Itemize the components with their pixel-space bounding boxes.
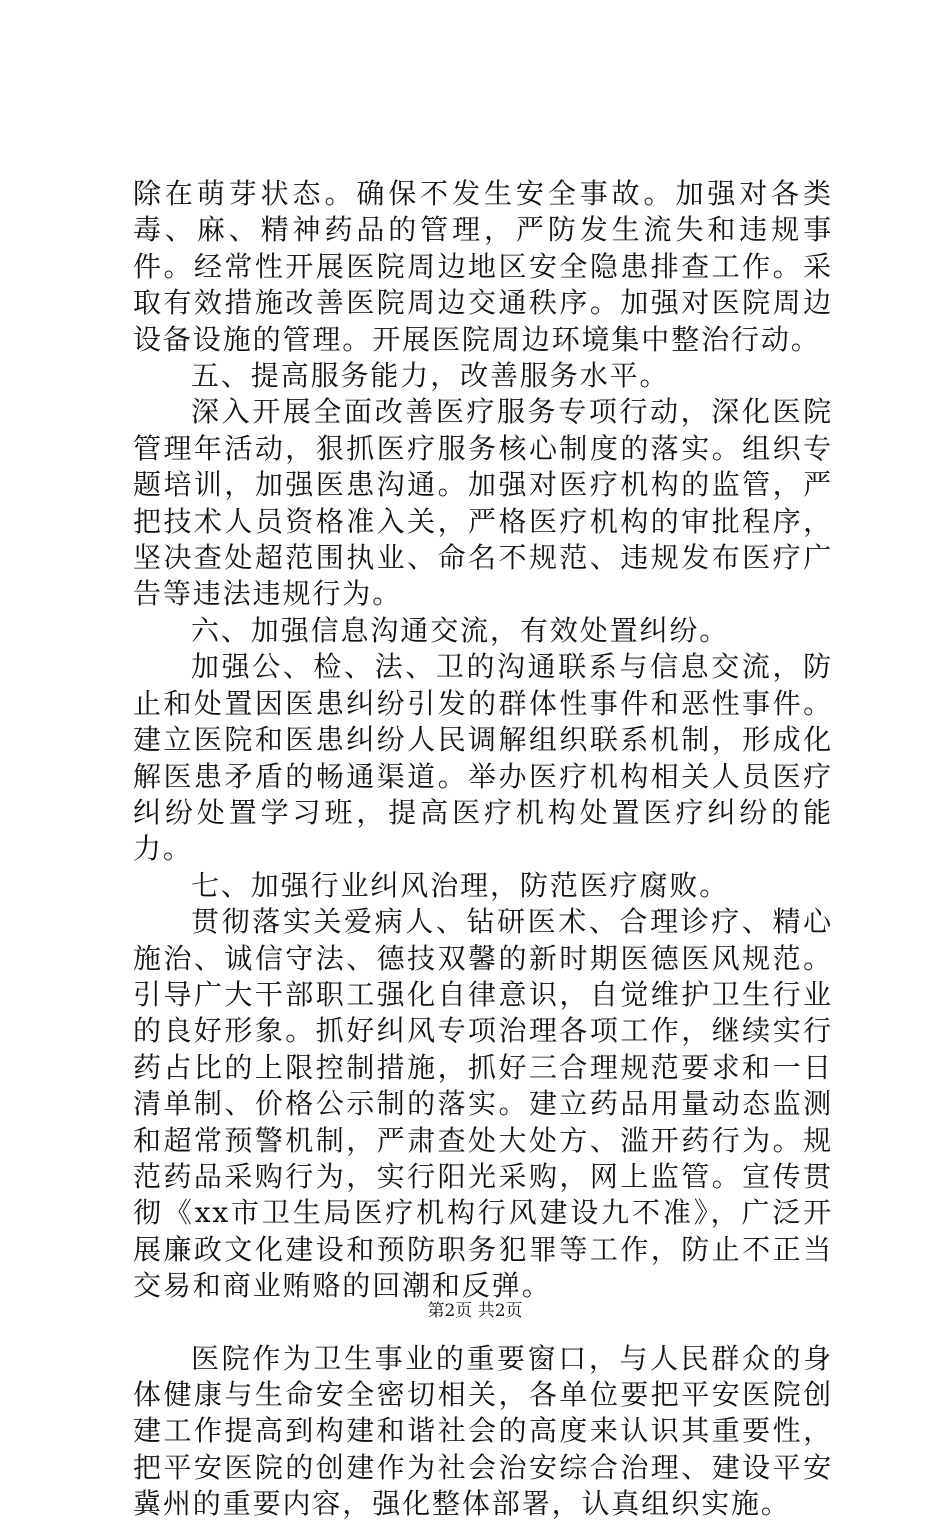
paragraph-conclusion: 医院作为卫生事业的重要窗口，与人民群众的身体健康与生命安全密切相关，各单位要把平安医院创建工作提高到构建和谐社会的高度来认识其重要性，把平安医院的创建作为社会治安综合治理、建设平安冀州的重要内容，强化整体部署，认真组织实施。 xyxy=(133,1341,833,1521)
paragraph-service: 深入开展全面改善医疗服务专项行动，深化医院管理年活动，狠抓医疗服务核心制度的落实。组织专题培训，加强医患沟通。加强对医疗机构的监管，严把技术人员资格准入关，严格医疗机构的审批程序，坚决查处超范围执业、命名不规范、违规发布医疗广告等违法违规行为。 xyxy=(133,395,833,611)
section-heading-7: 七、加强行业纠风治理，防范医疗腐败。 xyxy=(191,868,730,902)
paragraph-ethics: 贯彻落实关爱病人、钻研医术、合理诊疗、精心施治、诚信守法、德技双馨的新时期医德医风规范。引导广大干部职工强化自律意识，自觉维护卫生行业的良好形象。抓好纠风专项治理各项工作，继续实行药占比的上限控制措施，抓好三合理规范要求和一日清单制、价格公示制的落实。建立药品用量动态监测和超常预警机制，严肃查处大处方、滥开药行为。规范药品采购行为，实行阳光采购，网上监管。宣传贯彻《xx市卫生局医疗机构行风建设九不准》，广泛开展廉政文化建设和预防职务犯罪等工作，防止不正当交易和商业贿赂的回潮和反弹。 xyxy=(133,905,833,1303)
section-heading-6: 六、加强信息沟通交流，有效处置纠纷。 xyxy=(191,613,730,647)
page-number-footer: 第2页 共2页 xyxy=(427,1301,523,1321)
section-heading-5: 五、提高服务能力，改善服务水平。 xyxy=(191,359,670,393)
paragraph-disputes: 加强公、检、法、卫的沟通联系与信息交流，防止和处置因医患纠纷引发的群体性事件和恶性事件。建立医院和医患纠纷人民调解组织联系机制，形成化解医患矛盾的畅通渠道。举办医疗机构相关人员医疗纠纷处置学习班，提高医疗机构处置医疗纠纷的能力。 xyxy=(133,650,833,866)
paragraph-continuation: 除在萌芽状态。确保不发生安全事故。加强对各类毒、麻、精神药品的管理，严防发生流失和违规事件。经常性开展医院周边地区安全隐患排查工作。采取有效措施改善医院周边交通秩序。加强对医院周边设备设施的管理。开展医院周边环境集中整治行动。 xyxy=(133,177,833,356)
